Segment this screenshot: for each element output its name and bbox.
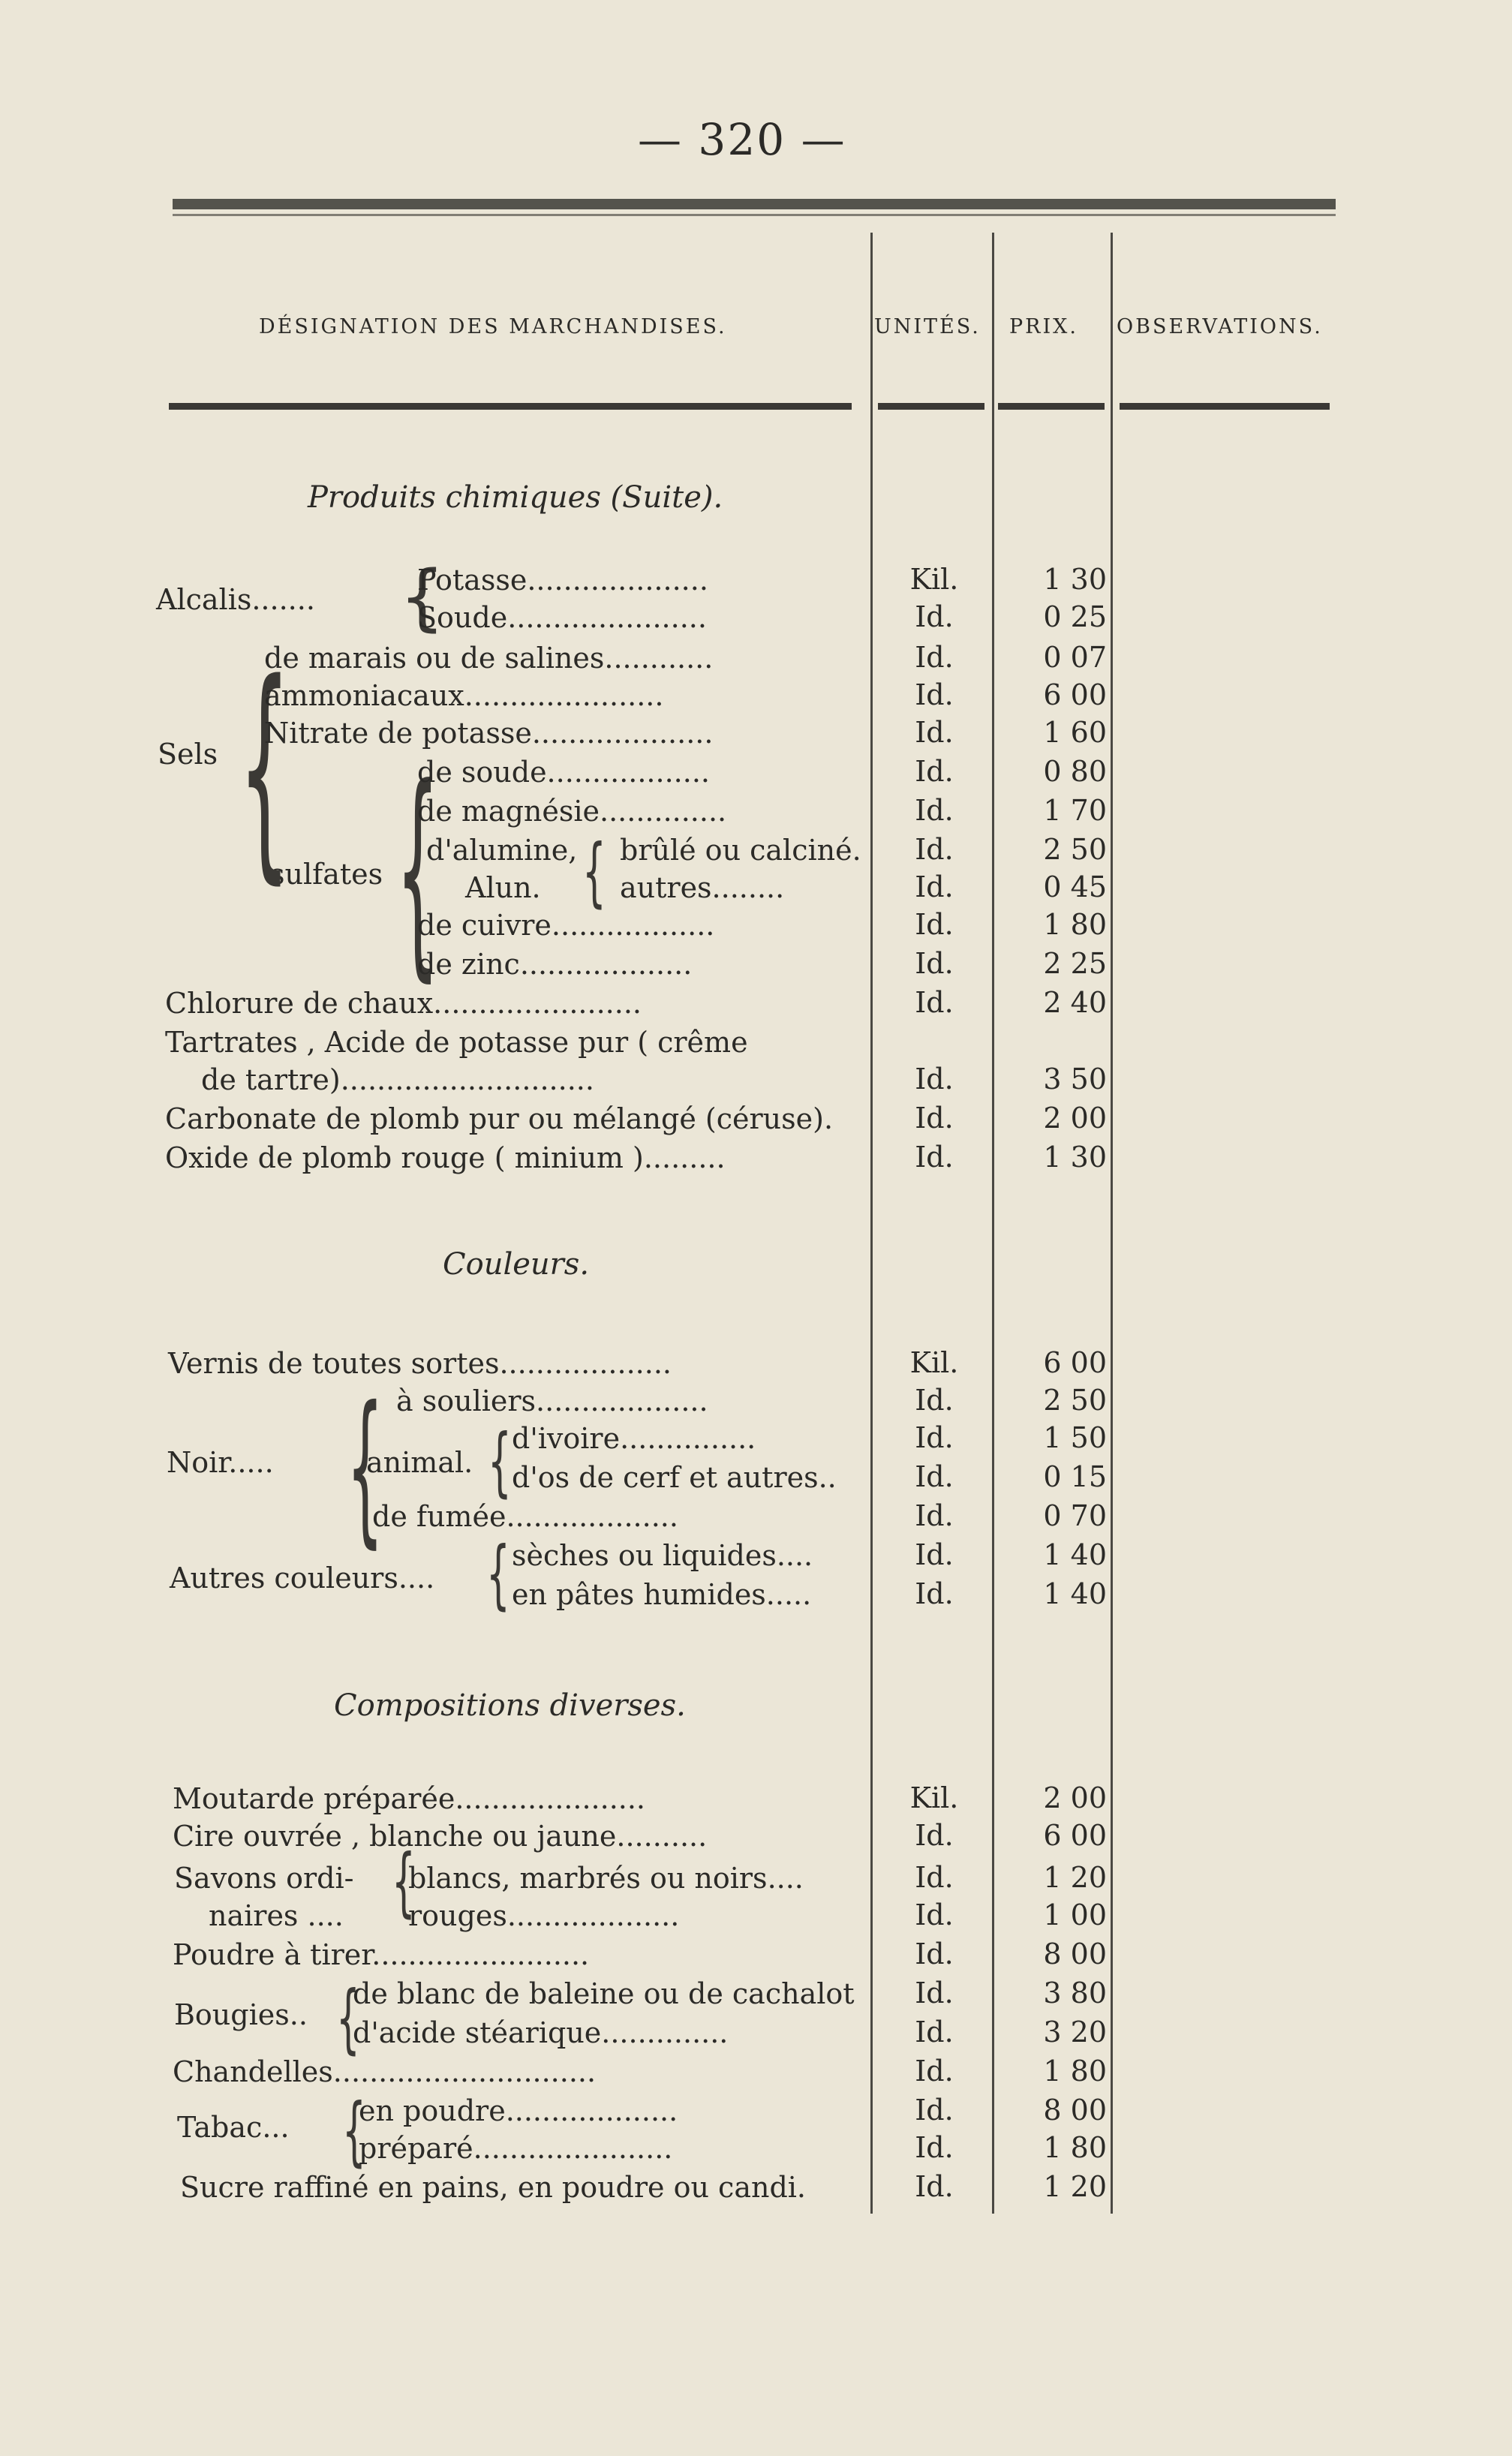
row-unit: Id. (915, 2170, 954, 2203)
row-label: Alun. (465, 871, 541, 904)
top-rule (173, 199, 1336, 209)
row-unit: Id. (915, 2094, 954, 2127)
row-unit: Id. (915, 1577, 954, 1610)
row-unit: Id. (915, 1937, 954, 1971)
section-title: Couleurs. (443, 1247, 590, 1282)
row-price: 1 00 (1043, 1898, 1107, 1931)
row-label: à souliers................... (396, 1384, 708, 1417)
row-price: 2 40 (1043, 986, 1107, 1019)
row-unit: Id. (915, 986, 954, 1019)
row-price: 2 00 (1043, 1781, 1107, 1814)
row-price: 3 80 (1043, 1977, 1107, 2010)
row-label: Tartrates , Acide de potasse pur ( crême (165, 1026, 748, 1059)
row-unit: Id. (915, 870, 954, 903)
row-label: d'alumine, (426, 834, 578, 867)
row-unit: Id. (915, 1898, 954, 1931)
row-unit: Id. (915, 1977, 954, 2010)
row-unit: Id. (915, 1141, 954, 1174)
row-price: 0 45 (1043, 870, 1107, 903)
row-price: 0 15 (1043, 1460, 1107, 1493)
row-unit: Kil. (909, 1346, 959, 1379)
row-price: 0 70 (1043, 1499, 1107, 1532)
row-price: 1 60 (1043, 716, 1107, 749)
row-label: de fumée................... (372, 1500, 678, 1533)
brace-alcalis: { (399, 555, 446, 639)
row-unit: Id. (915, 1538, 954, 1571)
group-label-sulfates: sulfates (270, 858, 383, 891)
row-price: 2 00 (1043, 1102, 1107, 1135)
row-unit: Id. (915, 2016, 954, 2049)
row-price: 6 00 (1043, 1819, 1107, 1852)
row-label: de soude.................. (417, 756, 710, 789)
row-price: 1 80 (1043, 2055, 1107, 2088)
row-unit: Id. (915, 678, 954, 711)
row-label: Chlorure de chaux....................... (165, 987, 642, 1020)
group-label-noir: Noir..... (167, 1446, 274, 1479)
row-price: 1 40 (1043, 1538, 1107, 1571)
row-price: 1 70 (1043, 794, 1107, 827)
row-label: en poudre................... (359, 2094, 678, 2127)
row-label: en pâtes humides..... (512, 1578, 812, 1611)
row-unit: Id. (915, 1460, 954, 1493)
row-unit: Id. (915, 1063, 954, 1096)
brace-noir: { (347, 1371, 383, 1563)
header-rule-observations (1120, 403, 1330, 410)
row-unit: Id. (915, 2055, 954, 2088)
row-price: 1 30 (1043, 1141, 1107, 1174)
column-divider-observations (1111, 233, 1113, 2214)
row-unit: Kil. (909, 563, 959, 596)
row-label: Moutarde préparée..................... (173, 1782, 646, 1815)
header-rule-prix (998, 403, 1105, 410)
header-designation: DÉSIGNATION DES MARCHANDISES. (259, 315, 727, 338)
row-label: Poudre à tirer........................ (173, 1938, 590, 1971)
top-rule-thin (173, 214, 1336, 216)
row-price: 1 30 (1043, 563, 1107, 596)
row-price: 0 80 (1043, 755, 1107, 788)
row-unit: Id. (915, 833, 954, 866)
row-label: préparé...................... (359, 2132, 673, 2165)
group-label-bougies: Bougies.. (174, 1998, 308, 2031)
group-label-animal: animal. (366, 1446, 473, 1479)
row-unit: Id. (915, 947, 954, 980)
section-title: Produits chimiques (Suite). (308, 480, 723, 515)
row-label: Carbonate de plomb pur ou mélangé (céruse). (165, 1102, 834, 1135)
row-price: 1 20 (1043, 2170, 1107, 2203)
row-price: 6 00 (1043, 678, 1107, 711)
brace-sulfates: { (396, 739, 440, 1001)
row-unit: Id. (915, 1499, 954, 1532)
row-unit: Id. (915, 1861, 954, 1894)
row-unit: Id. (915, 1384, 954, 1417)
row-label: blancs, marbrés ou noirs.... (408, 1862, 804, 1895)
brace-sels: { (239, 633, 291, 904)
row-price: 8 00 (1043, 1937, 1107, 1971)
row-price: 3 50 (1043, 1063, 1107, 1096)
group-label-sels: Sels (158, 738, 218, 771)
brace-animal: { (488, 1417, 512, 1505)
group-label-savons-2: naires .... (209, 1899, 344, 1932)
row-unit: Id. (915, 641, 954, 674)
row-label: Sucre raffiné en pains, en poudre ou candi. (180, 2171, 807, 2204)
row-price: 1 20 (1043, 1861, 1107, 1894)
row-price: 2 50 (1043, 833, 1107, 866)
row-label: de blanc de baleine ou de cachalot (353, 1977, 855, 2010)
page-number: — 320 — (638, 114, 846, 165)
row-price: 2 50 (1043, 1384, 1107, 1417)
row-unit: Id. (915, 600, 954, 633)
header-rule-designation (169, 403, 852, 410)
row-price: 2 25 (1043, 947, 1107, 980)
row-label: Oxide de plomb rouge ( minium )......... (165, 1141, 726, 1174)
row-label: de tartre)............................ (201, 1063, 594, 1096)
row-unit: Id. (915, 794, 954, 827)
row-price: 1 50 (1043, 1421, 1107, 1454)
row-label-secondary: brûlé ou calciné. (620, 834, 861, 867)
row-label: rouges................... (408, 1899, 680, 1932)
section-title: Compositions diverses. (334, 1688, 686, 1723)
row-unit: Id. (915, 1421, 954, 1454)
row-unit: Kil. (909, 1781, 959, 1814)
row-price: 1 40 (1043, 1577, 1107, 1610)
row-unit: Id. (915, 1819, 954, 1852)
header-observations: OBSERVATIONS. (1117, 315, 1323, 338)
group-label-tabac: Tabac... (177, 2111, 290, 2144)
row-label: Potasse.................... (417, 564, 708, 597)
row-label: de cuivre.................. (417, 909, 715, 942)
brace-alumine: { (582, 828, 606, 915)
row-unit: Id. (915, 1102, 954, 1135)
row-unit: Id. (915, 716, 954, 749)
row-label: Soude...................... (417, 601, 707, 634)
row-price: 1 80 (1043, 2131, 1107, 2164)
row-unit: Id. (915, 908, 954, 941)
row-label-secondary: autres........ (620, 871, 785, 904)
row-unit: Id. (915, 2131, 954, 2164)
row-label: de zinc................... (417, 948, 693, 981)
row-unit: Id. (915, 755, 954, 788)
row-label: ammoniacaux...................... (264, 679, 664, 712)
brace-autres-couleurs: { (486, 1530, 510, 1618)
row-price: 8 00 (1043, 2094, 1107, 2127)
header-unites: UNITÉS. (874, 315, 981, 338)
row-label: Cire ouvrée , blanche ou jaune.......... (173, 1820, 708, 1853)
header-prix: PRIX. (1009, 315, 1078, 338)
group-label-autres-couleurs: Autres couleurs.... (170, 1562, 435, 1595)
row-label: Nitrate de potasse.................... (264, 717, 714, 750)
group-label-alcalis: Alcalis....... (156, 583, 315, 616)
row-label: sèches ou liquides.... (512, 1539, 813, 1572)
row-label: d'acide stéarique.............. (353, 2016, 729, 2049)
row-label: d'os de cerf et autres.. (512, 1461, 837, 1494)
row-price: 3 20 (1043, 2016, 1107, 2049)
brace-tabac: { (342, 2087, 366, 2175)
header-rule-unites (878, 403, 984, 410)
row-price: 0 07 (1043, 641, 1107, 674)
row-price: 0 25 (1043, 600, 1107, 633)
row-price: 1 80 (1043, 908, 1107, 941)
brace-bougies: { (336, 1974, 360, 2062)
row-label: de magnésie.............. (417, 795, 727, 828)
row-price: 6 00 (1043, 1346, 1107, 1379)
row-label: d'ivoire............... (512, 1422, 756, 1455)
column-divider-units (870, 233, 873, 2214)
row-label: de marais ou de salines............ (264, 642, 714, 675)
brace-savons: { (392, 1838, 416, 1925)
group-label-savons: Savons ordi- (174, 1862, 354, 1895)
row-label: Chandelles............................. (173, 2055, 597, 2088)
row-label: Vernis de toutes sortes................... (168, 1347, 672, 1380)
